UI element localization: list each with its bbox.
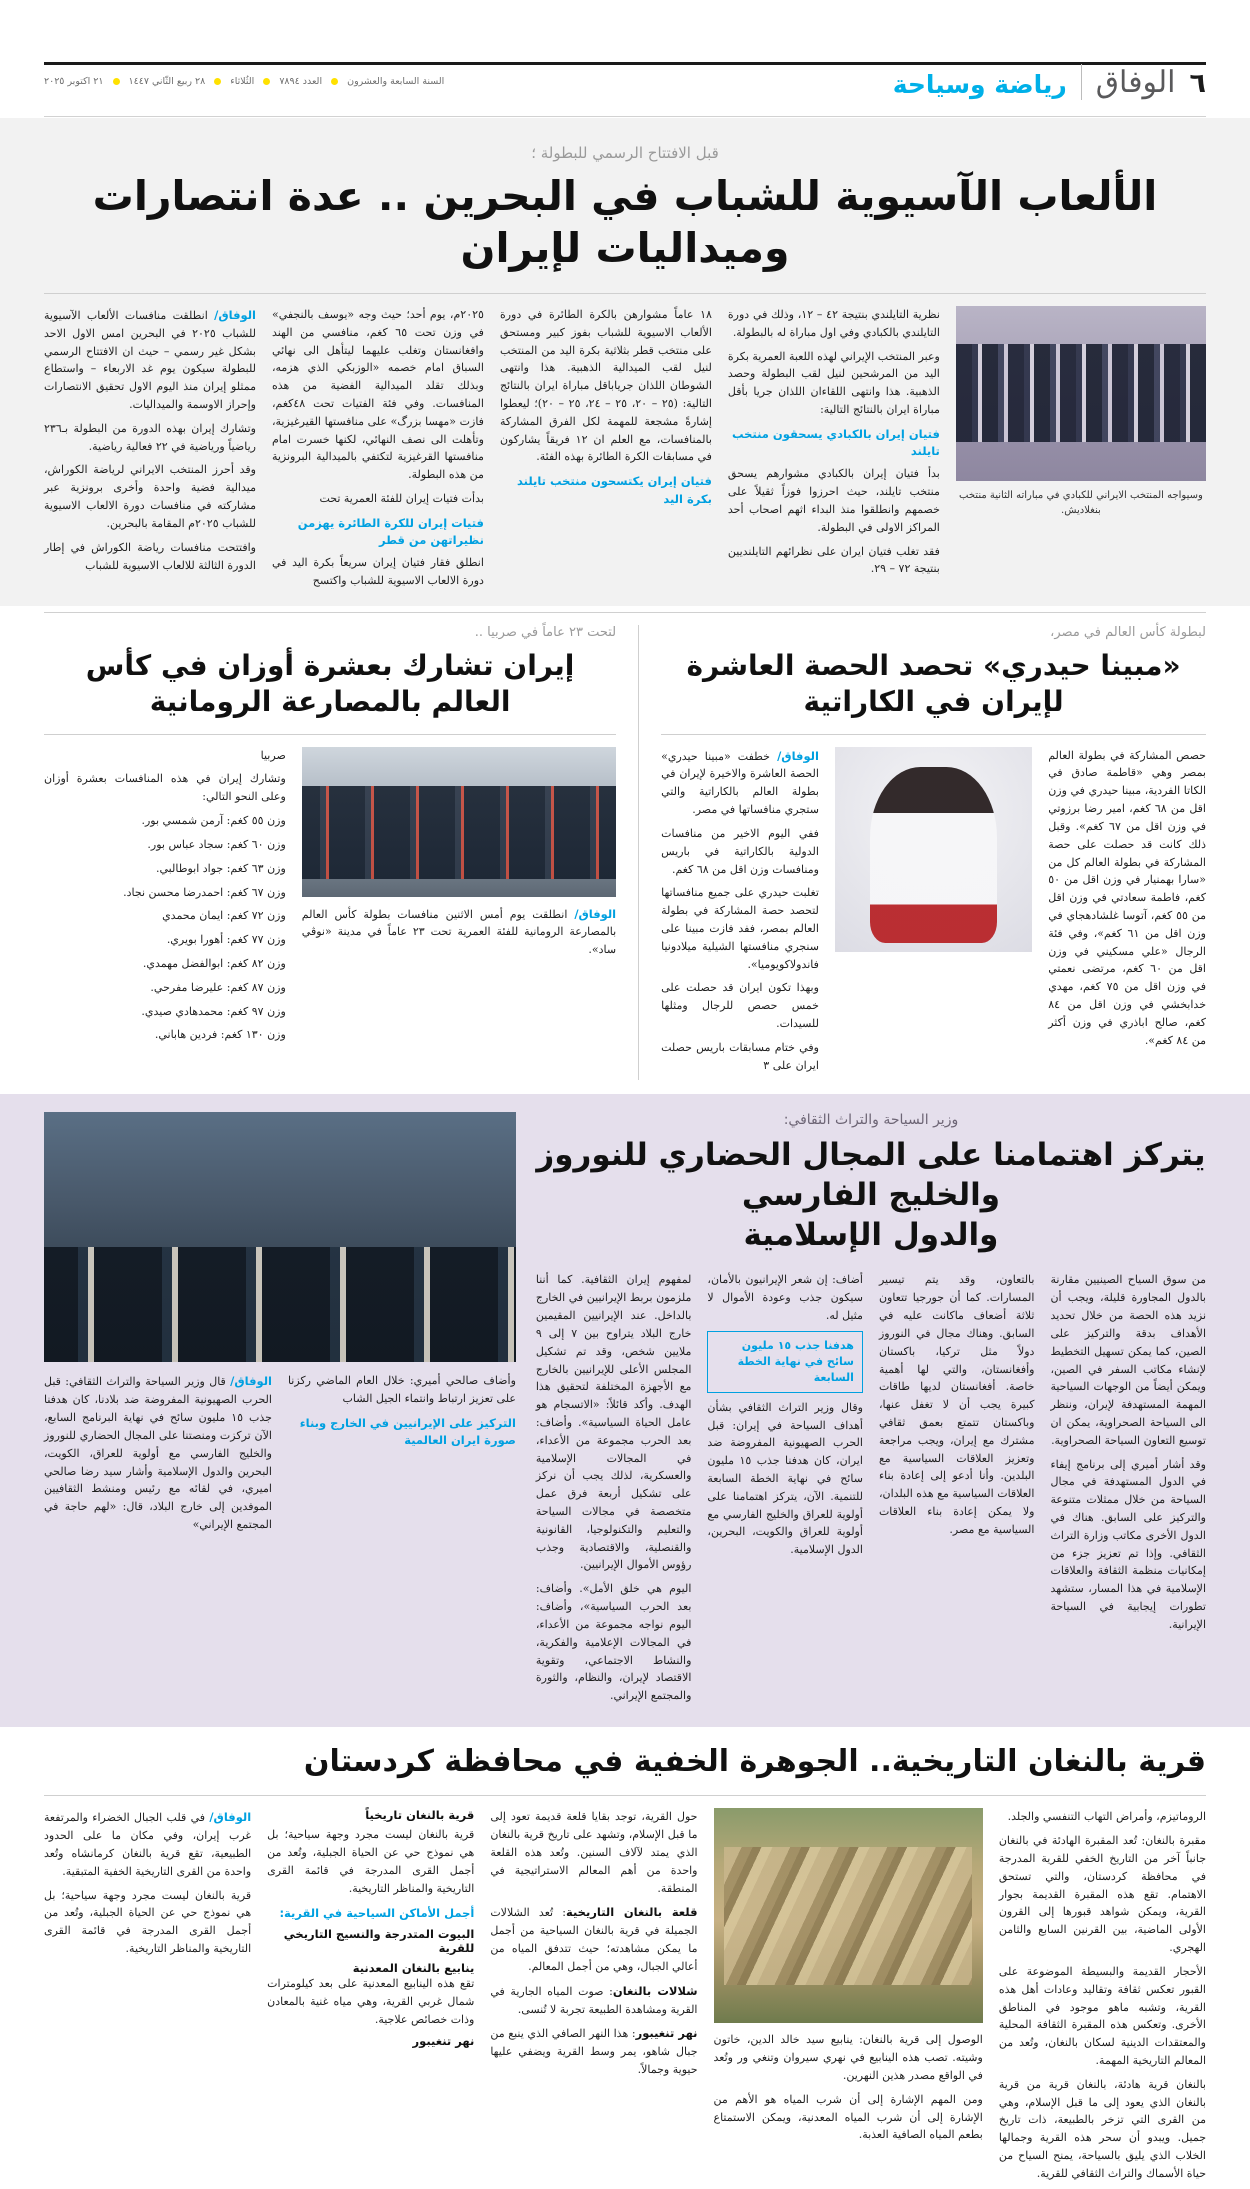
minister-column-2 <box>879 1271 1035 1711</box>
subhead: فتيان إيران بالكبادي يسحقون منتخب تايلند <box>731 426 940 459</box>
team-photo <box>956 306 1206 481</box>
subhead: نهر تنغيبور <box>412 2034 475 2049</box>
paragraph: قرية بالنغان ليست مجرد وجهة سياحية؛ بل هي نموذج حي عن الحياة الجبلية، وتُعد من أجمل القرى المدرجة في قائمة القرى التاريخية والمناظر التاريخية. <box>43 1888 252 1956</box>
paragraph: صربيا <box>260 748 286 762</box>
paragraph-text: تُعد الشلالات الجميلة في قرية بالنغان السياحية من أجمل ما يمكن مشاهدته؛ حيث تتدفق المياه من أعالي الجبال، وهي من أجمل المعالم. <box>490 1906 698 1973</box>
team-photo-caption: وسيواجه المنتخب الايراني للكبادي في مباراته الثانية منتخب بنغلادیش. <box>959 489 1203 516</box>
section-name: رياضة وسياحة <box>892 69 1067 99</box>
wrestling-team-photo <box>302 747 616 897</box>
paragraph: الأحجار القديمة والبسيطة الموضوعة على القبور تعكس ثقافة وتقاليد وعادات أهل هذه القرية، وتشبه ماهو موجود في المناطق الأخرى. وتعكس هذه المقبرة الثقافة المحلية والمعتقدات الدينية لسكان بالنغان، وتُعد من المعالم التاريخية المهمة. <box>998 1964 1206 2067</box>
wrestling-rule <box>44 734 616 735</box>
weight-item: وزن ٩٧ كغم: محمدهادي صیدي. <box>141 1004 286 1018</box>
minister-column-1 <box>1050 1271 1206 1711</box>
paragraph: لمفهوم إيران الثقافية. كما أننا ملزمون بربط الإيرانيين في الخارج بالداخل. عند الإيرانيين المقيمين خارج البلاد يتراوح بين ٧ إلى ٩ ملايين شخص، وقد تم تشكيل المجلس الأعلى للإيرانيين بالخارج مع الأجهزة المختلفة لتحقيق هذا الهدف. وأكد قائلاً: «الاتسجام هو عامل الحياة السياسية». وأضاف: بعد الحرب مجموعة من الأعداء، في المجالات الإسلامية والعسكرية، لذلك يجب أن نركز على تشكيل أربعة فرق عمل متخصصة في مجالات السياحة والتعليم والتكنولوجيا، القانونية والقنصلية، والاقتصادية وجذب رؤوس الأموال الإيرانيين. <box>535 1273 692 1572</box>
paragraph: وافتتحت منافسات رياضة الكوراش في إطار الدورة الثالثة للالعاب الاسيوية للشباب <box>44 540 256 572</box>
article-village <box>0 1727 1250 2189</box>
karate-headline: «مبينا حيدري» تحصد الحصة العاشرة لإيران في الكاراتية <box>686 649 1181 718</box>
village-photo-column <box>714 1808 983 2188</box>
lead-headline: الألعاب الآسيوية للشباب في البحرين .. عدة انتصارات وميداليات لإيران <box>92 172 1158 273</box>
paragraph: ٢٠٢٥م، يوم أحد؛ حيث وجه «يوسف بالنجفي» في وزن تحت ٦٥ كغم، منافسي من الهند وافغانستان وتغلب عليهما ليتأهل الى نهائي السباق امام خصمه «الوزبكي الذي هزمه، وبذلك تقلد الميدالية الفضية من هذه المنافسات. وفي فئة الفتيات تحت ٤٨كغم، فازت «مهسا بزرگ» على منافستها القيرغيزية، وتأهلت الى نصف النهائي، لكنها خسرت امام منافستها القرغيزية لتكتفي بالميدالية البرونزية من هذه البطولة. <box>271 307 484 482</box>
lead-tag: الوفاق/ <box>214 307 256 322</box>
paragraph: بالنغان قرية هادئة، بالنغان قرية من قرية بالنغان الذي يعود إلى ما قبل الإسلام، وهي من القرى التي تزخر بالطبيعة، ذات تاريخ جميل. ويبدو أن سحر هذه القرية وجمالها الخلاب الذي يليق بالسياحة، يمنح السياح من حياة الأسماك والتراث الثقافي للقرية. <box>998 2077 1206 2180</box>
subhead: البيوت المتدرجة والنسيج التاريخي للقرية <box>283 1926 475 1955</box>
wrestling-kicker: لتحت ٢٣ عاماً في صربيا .. <box>474 625 617 640</box>
karate-rule <box>661 734 1206 735</box>
lead-column-4 <box>728 306 940 596</box>
minister-column-4 <box>536 1271 692 1711</box>
article-minister <box>0 1094 1250 1727</box>
lead-kicker: قبل الافتتاح الرسمي للبطولة ؛ <box>531 144 719 162</box>
paragraph: بدأت فتيات إيران للفئة العمرية تحت <box>319 492 484 506</box>
paragraph: نظرية التايلندي بنتيجة ٤٢ – ١٢، وذلك في دورة التايلندي بالكبادي وفي اول مباراة له بالبطولة. <box>727 307 940 339</box>
issue-hijri-date: ٢٨ ربيع الثّاني ١٤٤٧ <box>128 76 206 87</box>
minister-caption-col-2 <box>44 1372 272 1539</box>
weight-item: وزن ٨٧ كغم: علیرضا مفرحي. <box>150 980 286 994</box>
paragraph-text: في قلب الجبال الخضراء والمرتفعة غرب إيران، وفي مكان ما على الحدود الطبيعية، تقع قرية بالنغان كرمانشاه وتُعد واحدة من القرى التاريخية الخفية المتبقية. <box>43 1811 252 1878</box>
paragraph: تغلبت حيدري على جميع منافساتها لتحصد حصة المشاركة في بطولة العالم بمصر، ففد فازت مبينا على سنجري منافستها الشيلية ميلادونيا فاندولاكويوميا». <box>661 886 819 971</box>
subhead: التركيز على الإيرانيين في الخارج وبناء صورة ايران العالمية <box>299 1416 516 1448</box>
pull-quote-box <box>707 1331 863 1393</box>
lead-article <box>0 118 1250 606</box>
lead-tag: الوفاق/ <box>230 1374 272 1389</box>
lead-column-2 <box>272 306 484 596</box>
subhead-inline: شلالات بالنغان <box>612 1983 698 1998</box>
village-rule <box>44 1795 1206 1796</box>
lead-column-3 <box>500 306 712 596</box>
wrestling-list-column <box>44 747 286 1051</box>
paragraph <box>44 1808 251 1880</box>
weight-item: وزن ١٣٠ كغم: فردین هاباني. <box>154 1028 286 1042</box>
paragraph: الروماتيزم، وأمراض التهاب التنفسي والجلد. <box>1007 1810 1206 1824</box>
bullet-dot-icon <box>263 78 270 85</box>
paragraph: وعبر المنتخب الإيراني لهذه اللعبة العمرية بكرة اليد من المرشحين لنيل لقب البطولة وحصد الذهبية. هذا وانتهى اللقاءان اللذان جريا بأقل مباراة ايران بالنتائج التالية: <box>727 349 940 416</box>
paragraph: وبهذا تكون ايران قد حصلت على خمس حصص للرجال ومثلها للسيدات. <box>661 981 819 1031</box>
weight-item: وزن ٦٧ كغم: احمدرضا محسن نجاد. <box>123 885 286 899</box>
village-column-right <box>44 1808 251 2188</box>
issue-weekday: الثُلاثاء <box>230 76 255 87</box>
issue-number: العدد ٧٨٩٤ <box>279 76 323 87</box>
weight-item: وزن ٨٢ كغم: ابوالفضل مهمدي. <box>142 956 286 970</box>
minister-meeting-photo <box>44 1112 516 1362</box>
karate-kicker: لبطولة كأس العالم في مصر، <box>1050 625 1206 640</box>
issue-year: السنة السابعة والعشرون <box>347 76 445 87</box>
paragraph: أضاف: إن شعر الإيرانيون بالأمان، سيكون جذب وعودة الأموال لا مثيل له. <box>707 1273 863 1323</box>
karate-left-column <box>1048 747 1206 1081</box>
paragraph: وفي ختام مسابقات باريس حصلت ايران على ٣ <box>661 1040 819 1072</box>
paragraph: بدأ فتيان إيران بالكبادي مشوارهم يسحق منتخب تايلند، حيث احرزوا فوزاً ثقيلاً على خصمهم وانطلقوا منذ البداء اثهم اصحاب أحد المراكز الاولى في البطولة. <box>727 467 940 534</box>
paragraph <box>661 747 819 819</box>
weight-item: وزن ٦٠ كغم: سجاد عباس بور. <box>147 837 286 851</box>
paragraph <box>44 1372 272 1533</box>
article-wrestling <box>44 625 616 1080</box>
paper-name: الوفاق <box>1095 65 1176 100</box>
paragraph: مقبرة بالنغان: تُعد المقبرة الهادئة في بالنغان جانباً آخر من التاريخ الخفي للقرية المدرجة في محافظة كردستان، والتي تستحق الاهتمام. تقع هذه المقبرة القديمة بجوار القرية، ويمكن شواهد قبورها إلى القرون الأولى الماضية، بين القرنين السابع والثامن الهجري. <box>998 1834 1206 1955</box>
subhead: قرية بالنغان تاريخياً <box>365 1808 475 1823</box>
paragraph: نهر تنغيبور: هذا النهر الصافي الذي ينبع من جبال شاهو، يمر وسط القرية ويضفي عليها حيوية وجمالاً. <box>490 2026 698 2076</box>
karate-right-column <box>661 747 819 1081</box>
paragraph: ومن المهم الإشارة إلى أن شرب المياه هو الأهم من الإشارة إلى أن شرب المياه المعدنية، ويمكن الاستمتاع بطعم المياه الصافية العذبة. <box>713 2092 983 2142</box>
paragraph-text: انطلقت يوم أمس الاثنين منافسات بطولة كأس العالم بالمصارعة الرومانية للفئة العمرية تحت ٢٣ عاماً في مدينة «نوڤي ساد». <box>301 907 617 957</box>
paragraph: فقد تغلب فتيان ايران على نظرائهم التايلنديين بنتيجة ٧٢ – ٢٩. <box>727 544 940 576</box>
bullet-dot-icon <box>113 78 120 85</box>
paragraph: قلعة بالنغان التاريخية: تُعد الشلالات الجميلة في قرية بالنغان السياحية من أجمل ما يمكن مشاهدته؛ حيث تتدفق المياه من أعالي الجبال، وهي من أجمل المعالم. <box>490 1905 698 1973</box>
issue-greg-date: ٢١ اكتوبر ٢٠٢٥ <box>44 76 104 87</box>
village-column-left <box>999 1808 1206 2188</box>
subhead-inline: قلعة بالنغان التاريخية <box>565 1905 698 1920</box>
paragraph: ١٨ عاماً مشوارهن بالكرة الطائرة في دورة الألعاب الاسيوية للشباب بفوز كبير ومستحق على منتخب قطر بثلاثية بكرة اليد من المنتخب لنيل لقب الميدالية الذهبية. هذا وانتهى الشوطان اللذان جرياباقل مباراة ايران بالنتائج التالية: (٢٥ – ٢٠، ٢٥ – ٢٤، ٢٥ – ٢٠)؛ ليعطوا إشارةً مشجعة للمهمة لكل الفرق المشاركة بالمنافسات، مع العلم ان ١٢ فريقاً يشارکون في مسابقات الكرة الطائرة بهذه الفئة. <box>499 307 712 464</box>
weight-item: وزن ٧٢ كغم: ايمان محمدي <box>162 909 286 923</box>
subhead: فتيان إيران يكتسحون منتخب تايلند بكرة اليد <box>516 474 712 506</box>
mid-articles <box>0 613 1250 1080</box>
karate-photo-column <box>835 747 1032 1081</box>
paragraph: حصص المشاركة في بطولة العالم بمصر وهي «قاطمة صادق في الكاتا الفردية، مبينا حيدري في وزن اقل من ٦٨ كغم، امیر رضا برزوتي في وزن اقل من ٦٧ كغم». وقبل ذلك كانت قد حصلت على حصة المشاركة في بطولة العالم كل من «سارا بهمنيار في وزن اقل من ٥٠ كغم، فاطمة سعادتي في وزن اقل من ٥٥ كغم، آتوسا غلشادهجاي في وزن اقل من ٦١ كغم»، وفي فئة الرجال «علي مسكيني في وزن اقل من ٦٠ كغم، مرتضى نعمتي في وزن اقل من ٧٥ كغم، مهدي خدابخشي في وزن اقل من ٨٤ كغم، صالح اباذري في وزن أكثر من ٨٤ كغم». <box>1048 748 1206 1047</box>
paragraph-text: خطفت «مبينا حيدري» الحصة العاشرة والاخيرة لإيران في بطولة العالم بالكاراتية والتي ستجري منافساتها في مصر. <box>661 749 819 817</box>
lead-photo-column <box>956 306 1206 596</box>
masthead-bottom-rule <box>44 116 1206 117</box>
article-karate <box>661 625 1206 1080</box>
masthead-divider <box>1081 64 1082 100</box>
paragraph: من سوق السياح الصينيين مقارنة بالدول المجاورة قليلة، ويجب أن نزيد هذه الحصة من خلال تحديد الأهداف بدقة والتركيز على الصين، كما يمكن تسهيل التخطيط لإنشاء مكاتب السفر في الصين، ويمكن أيضاً من الوجهات السياحية المهمة المستهدفة لإيران، وننظر الى السياحة الصحراوية، يمكن ان توسيع التعاون السياحة الصحراوية. <box>1050 1273 1206 1447</box>
paragraph: انطلق فقار فتيان إيران سريعاً بكرة اليد في دورة الالعاب الاسيوية للشباب واكتسح <box>271 556 484 588</box>
minister-headline-line1: يتركز اهتمامنا على المجال الحضاري للنوروز والخليج الفارسي <box>536 1137 1206 1214</box>
karate-athlete-photo <box>835 747 1032 952</box>
minister-column-3 <box>707 1271 863 1711</box>
village-photo <box>714 1808 983 2023</box>
village-column-mid <box>490 1808 697 2188</box>
paragraph: شلالات بالنغان: صوت المياه الجارية في القرية ومشاهدة الطبيعة تجربة لا تُنسى. <box>490 1983 698 2016</box>
paragraph-text: انطلقت منافسات الألعاب الآسيوية للشباب ٢٠٢٥ في البحرين امس الاول الاحد بشكل غير رسمي – حيث ان الافتتاح الرسمي للبطولة سيكون يوم غد الاربعاء – واستطاع ممثلو إيران منذ اليوم الاول تحقيق الانتصارات وإحراز الاوسمة والميداليات. <box>44 308 256 411</box>
paragraph: وقال وزير التراث الثقافي بشأن أهداف السياحة في إيران: قبل الحرب الصهيونية المفروضة ضد ايران، كان هدفنا جذب ١٥ مليون سائح في نهاية الخطة السابعة للتنمية. الآن، يتركز اهتمامنا على أولوية للعراق والخليج الفارسي مع أولوية للعراق والكويت، البحرين، الدول الإسلامية. <box>707 1400 863 1557</box>
masthead <box>0 0 1250 118</box>
paragraph-text: صوت المياه الجارية في القرية ومشاهدة الطبيعة تجربة لا تُنسى. <box>490 1984 698 2016</box>
minister-caption-col-1 <box>288 1372 516 1539</box>
subhead: ينابيع بالنغان المعدنية <box>352 1960 475 1975</box>
vertical-divider <box>638 625 639 1080</box>
paragraph: تقع هذه الينابيع المعدنية على بعد كيلومترات شمال غربي القرية، وهي مياه غنية بالمعادن وذات خصائص علاجية. <box>267 1976 475 2026</box>
wrestling-headline: إيران تشارك بعشرة أوزان في كأس العالم بالمصارعة الرومانية <box>85 649 575 718</box>
paragraph <box>44 306 256 414</box>
paragraph: وقد أحرز المنتخب الايراني لرياضة الكوراش، ميدالية فضية واحدة وأخرى برونزية عبر مشاركته في منافسات دورة الالعاب الاسيوية للشباب ٢٠٢٥م المقامة بالبحرين. <box>44 463 256 530</box>
bullet-dot-icon <box>214 78 221 85</box>
minister-kicker: وزير السياحة والتراث الثقافي: <box>783 1112 959 1129</box>
pull-quote-text: هدفنا جذب ١٥ مليون سائح في نهاية الخطة السابعة <box>737 1338 854 1384</box>
page-number: ٦ <box>1189 67 1206 99</box>
weight-item: وزن ٥٥ كغم: آرمن شمسي بور. <box>141 814 286 828</box>
wrestling-photo-column <box>302 747 616 1051</box>
paragraph: وأضاف صالحي أميري: خلال العام الماضي ركزنا على تعزيز ارتباط وانتماء الجيل الشاب <box>287 1374 516 1406</box>
paragraph-text: هذا النهر الصافي الذي ينبع من جبال شاهو، يمر وسط القرية ويضفي عليها حيوية وجمالاً. <box>490 2027 698 2076</box>
paragraph: وتشارك إيران بهذه الدورة من البطولة بـ٢٣٦ رياضياً ورياضية في ٢٢ فعالية رياضية. <box>44 421 256 453</box>
weight-item: وزن ٧٧ كغم: أهورا بويري. <box>166 933 286 947</box>
village-column-sub <box>267 1808 474 2188</box>
paragraph-text: قال وزير السياحة والتراث الثقافي: قبل الحرب الصهيونية المفروضة ضد بلادنا، كان هدفنا جذب ١٥ مليون سائح في نهاية البرنامج السابع، الآن تركزت ومنصتنا على المجال الحضاري للنوروز والخليج الفارسي مع أولوية للعراق، الكويت، البحرين والدول الإسلامية وأشار سيد رضا صالحي امیري، في لقائه مع رئيس ومنشط الثقافيين الموفدين إلى خارج البلاد، قال: «لهم حاجة في المجتمع الإيراني» <box>44 1375 272 1531</box>
paragraph: الوصول إلى قرية بالنغان: ينابيع سيد خالد الدين، خاتون وشيته. تصب هذه الينابيع في نهري سيروان وتنغي ور وتُعد في الواقع مصدر هذين النهرين. <box>713 2033 983 2082</box>
paragraph: اليوم هي خلق الأمل». وأضاف: بعد الحرب السياسية»، وأضاف: اليوم نواجه مجموعة من الأعداء، في المجالات الإعلامية والفكرية، والنشاط الاجتماعي، وتقوية الاقتصاد لإيران، والنظام، والثورة والمجتمع الإيراني. <box>535 1582 692 1703</box>
paragraph: وتشارك إيران في هذه المنافسات بعشرة أوزان وعلى النحو التالي: <box>44 772 286 804</box>
paragraph: حول القرية، توجد بقايا قلعة قديمة تعود إلى ما قبل الإسلام، وتشهد على تاريخ قرية بالنغان الذي يمتد لآلاف السنين. وتُعد هذه القلعة واحدة من أهم المعالم الاستراتيجية في المنطقة. <box>490 1810 698 1895</box>
subhead: أجمل الأماكن السياحية في القرية: <box>279 1905 475 1920</box>
lead-column-1 <box>44 306 256 596</box>
subhead-inline: نهر تنغيبور <box>635 2026 698 2041</box>
village-headline: قرية بالنغان التاريخية.. الجوهرة الخفية في محافظة كردستان <box>303 1743 1206 1779</box>
minister-headline-line2: والدول الإسلامية <box>743 1216 999 1253</box>
weight-item: وزن ٦٣ كغم: جواد ابوطالبي. <box>156 861 286 875</box>
bullet-dot-icon <box>331 78 338 85</box>
paragraph: قرية بالنغان ليست مجرد وجهة سياحية؛ بل هي نموذج حي عن الحياة الجبلية، وتُعد من أجمل القرى المدرجة في قائمة القرى التاريخية والمناظر التاريخية. <box>267 1828 475 1895</box>
lead-tag: الوفاق/ <box>574 906 617 921</box>
lead-rule <box>44 293 1206 294</box>
paragraph: ففي اليوم الاخير من منافسات الدولية بالكاراتية في باريس ومنافسات وزن اقل من ٦٨ كغم. <box>661 826 819 876</box>
paragraph <box>302 905 616 959</box>
paragraph: وقد أشار أميري إلى برنامج إيفاء في الدول المستهدفة في مجال السياحة من خلال ممثلات متنوعة والتركيز على السابق. هناك في الدول الأخرى مكاتب وزارة التراث الثقافي. وإذا تم تعزيز جزء من إمكانيات منظمة الثقافة والعلاقات الإسلامية في هذا المسار، ستشهد تطورات إيجابية في السياحة الإيرانية. <box>1050 1457 1206 1631</box>
subhead: فتيات إيران للكرة الطائرة يهزمن نظيراتهن من قطر <box>297 515 484 548</box>
paragraph: بالتعاون، وقد يتم تيسير المسارات. كما أن جورجيا تتعاون ثلاثة أضعاف ماكانت عليه في السابق. وهناك مجال في النوروز دولاً مثل تركيا، باكستان وأفغانستان، والتي لها أهمية خاصة. أفغانستان لديها طاقات كبيرة يجب أن لا تغفل عنها، وباكستان تتمتع بعمق ثقافي مشترك مع إيران، ويجب مراجعة وتعزيز العلاقات السياسية مع البلدين. وأنا أدعو إلى إعادة بناء العلاقات السياسية مع هذه البلدان، ولا يمكن إعادة بناء العلاقات السياسية مع مصر. <box>878 1273 1035 1536</box>
lead-tag: الوفاق/ <box>777 748 819 763</box>
lead-tag: الوفاق/ <box>209 1810 252 1825</box>
